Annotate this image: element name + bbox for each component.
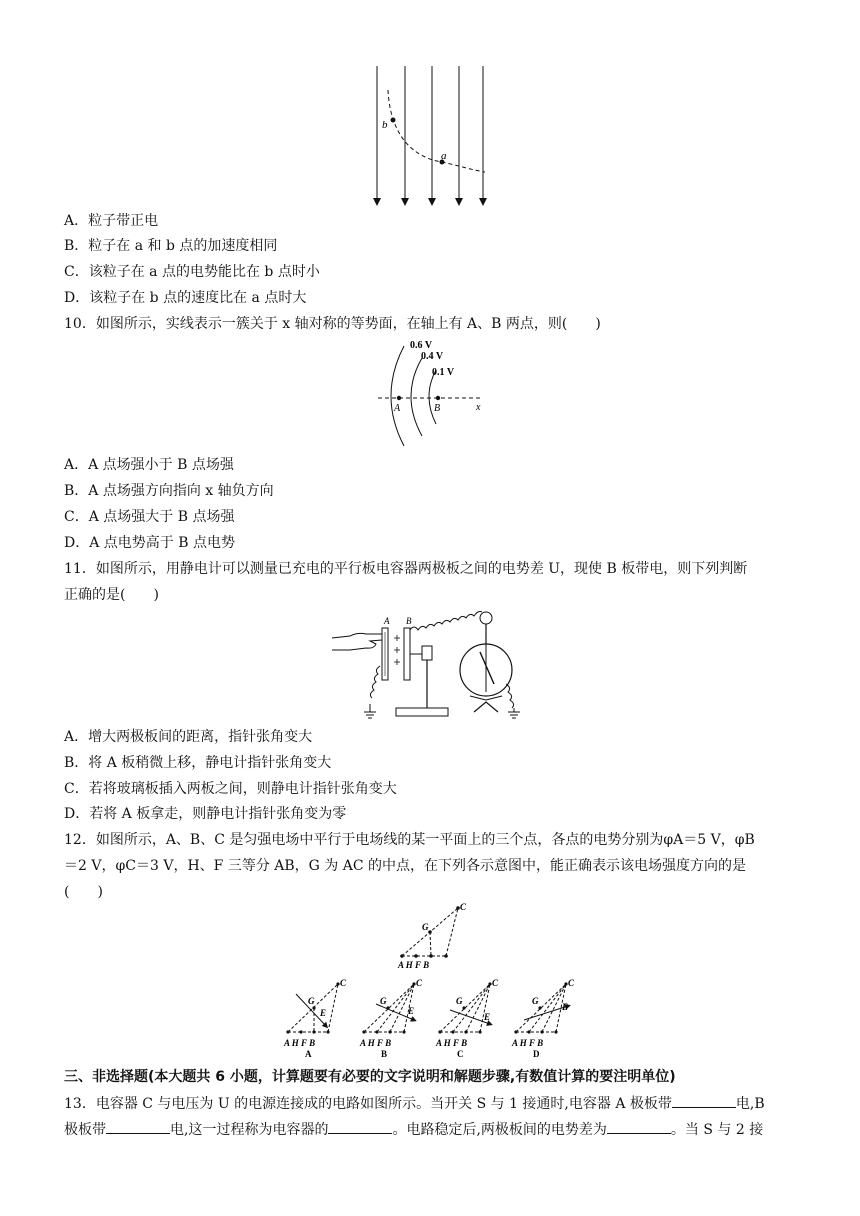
label-G: G	[380, 996, 387, 1006]
q10-option-a[interactable]: A．A 点场强小于 B 点场强	[64, 457, 234, 473]
ground-icon	[508, 712, 520, 718]
label-AHFB: A H F B	[360, 1038, 392, 1048]
q13-text-3: 极板带	[64, 1122, 106, 1138]
equipotential-04	[411, 358, 422, 436]
label-B: B	[406, 616, 412, 626]
label-C: C	[340, 978, 347, 988]
q11-option-a[interactable]: A．增大两极板间的距离，指针张角变大	[64, 729, 313, 745]
q9-option-d[interactable]: D．该粒子在 b 点的速度比在 a 点时大	[64, 290, 307, 306]
q11-electrometer-figure	[330, 604, 530, 720]
q13-text-4: 电,这一过程称为电容器的	[170, 1122, 329, 1138]
plate-B	[404, 628, 410, 680]
q13-line2	[64, 1121, 763, 1139]
point-B	[436, 396, 440, 400]
label-B: B	[434, 403, 441, 414]
label-AHFB: A H F B	[436, 1038, 468, 1048]
particle-trajectory	[388, 90, 485, 172]
q10-equipotential-figure	[372, 336, 492, 452]
answer-blank[interactable]	[328, 1121, 392, 1134]
label-E: E	[320, 1008, 327, 1018]
label-06v: 0.6 V	[410, 340, 433, 351]
label-C: C	[568, 978, 575, 988]
q13-text-6: 。当 S 与 2 接	[670, 1122, 764, 1138]
label-G: G	[308, 996, 315, 1006]
q10-option-c[interactable]: C．A 点场强大于 B 点场强	[64, 509, 235, 525]
choice-label-d: D	[533, 1049, 540, 1059]
q12-stem-line3: ( )	[64, 884, 103, 900]
q12-stem-line2: ＝2 V，φC＝3 V，H、F 三等分 AB，G 为 AC 的中点，在下列各示意图中，能正确表示该电场强度方向的是	[64, 858, 747, 874]
label-01v: 0.1 V	[432, 367, 455, 378]
q11-option-d[interactable]: D．若将 A 板拿走，则静电计指针张角变为零	[64, 806, 347, 822]
q12-stem-line1: 12．如图所示，A、B、C 是匀强电场中平行于电场线的某一平面上的三个点，各点的电势分别为φA＝5 V，φB	[64, 832, 755, 848]
q13-text-2: 电,B	[735, 1096, 765, 1112]
label-AHFB: A H F B	[284, 1038, 316, 1048]
point-b	[391, 118, 396, 123]
q9-field-figure	[360, 62, 500, 208]
choice-label-c: C	[457, 1049, 464, 1059]
q9-option-c[interactable]: C．该粒子在 a 点的电势能比在 b 点时小	[64, 264, 320, 280]
q12-diagram-c[interactable]	[435, 978, 499, 1059]
q10-stem: 10．如图所示，实线表示一簇关于 x 轴对称的等势面，在轴上有 A、B 两点，则( )	[64, 316, 601, 332]
stand-base	[396, 708, 448, 716]
label-AHFB: A H F B	[512, 1038, 544, 1048]
answer-blank[interactable]	[106, 1121, 170, 1134]
q13-line1	[64, 1095, 765, 1113]
label-G: G	[532, 996, 539, 1006]
label-G: G	[456, 996, 463, 1006]
label-AHFB: A H F B	[398, 960, 430, 970]
q10-option-d[interactable]: D．A 点电势高于 B 点电势	[64, 535, 235, 551]
label-b: b	[382, 119, 388, 131]
q12-diagram-d[interactable]	[511, 978, 575, 1059]
section-heading: 三、非选择题(本大题共 6 小题，计算题要有必要的文字说明和解题步骤,有数值计算的要注明单位)	[64, 1069, 676, 1085]
hand-icon	[332, 633, 384, 650]
q11-stem-line2: 正确的是( )	[64, 587, 159, 603]
q12-option-diagrams	[282, 974, 582, 1060]
q13-text-5: 。电路稳定后,两极板间的电势差为	[392, 1122, 607, 1138]
q9-option-a[interactable]: A．粒子带正电	[64, 213, 159, 229]
label-C: C	[492, 978, 499, 988]
label-E: E	[408, 1006, 415, 1016]
label-E: E	[484, 1012, 491, 1022]
equipotential-06	[391, 346, 404, 446]
q10-option-b[interactable]: B．A 点场强方向指向 x 轴负方向	[64, 483, 274, 499]
label-04v: 0.4 V	[421, 351, 444, 362]
label-a: a	[441, 150, 447, 162]
label-G: G	[422, 922, 429, 932]
label-A: A	[384, 616, 390, 626]
label-E: E	[562, 1002, 569, 1012]
answer-blank[interactable]	[672, 1095, 736, 1108]
answer-blank[interactable]	[607, 1121, 671, 1134]
ground-icon	[364, 712, 376, 718]
choice-label-a: A	[305, 1049, 312, 1059]
wire-coil	[410, 612, 482, 631]
label-C: C	[460, 902, 467, 912]
electrometer-knob	[480, 612, 492, 624]
q13-text-1: 13．电容器 C 与电压为 U 的电源连接成的电路如图所示。当开关 S 与 1 接通时,电容器 A 极板带	[64, 1096, 672, 1112]
q12-diagram-b[interactable]	[359, 978, 423, 1059]
label-C: C	[416, 978, 423, 988]
point-A	[397, 396, 401, 400]
equipotential-01	[429, 370, 436, 424]
q11-option-c[interactable]: C．若将玻璃板插入两板之间，则静电计指针张角变大	[64, 781, 397, 797]
label-x: x	[476, 402, 481, 413]
q11-stem-line1: 11．如图所示，用静电计可以测量已充电的平行板电容器两极板之间的电势差 U，现使 B 板带电，则下列判断	[64, 561, 748, 577]
q12-diagram-a[interactable]	[283, 978, 347, 1059]
label-A: A	[394, 403, 401, 414]
q11-option-b[interactable]: B．将 A 板稍微上移，静电计指针张角变大	[64, 755, 332, 771]
q9-option-b[interactable]: B．粒子在 a 和 b 点的加速度相同	[64, 238, 278, 254]
choice-label-b: B	[381, 1049, 388, 1059]
q12-main-triangle	[394, 900, 474, 974]
